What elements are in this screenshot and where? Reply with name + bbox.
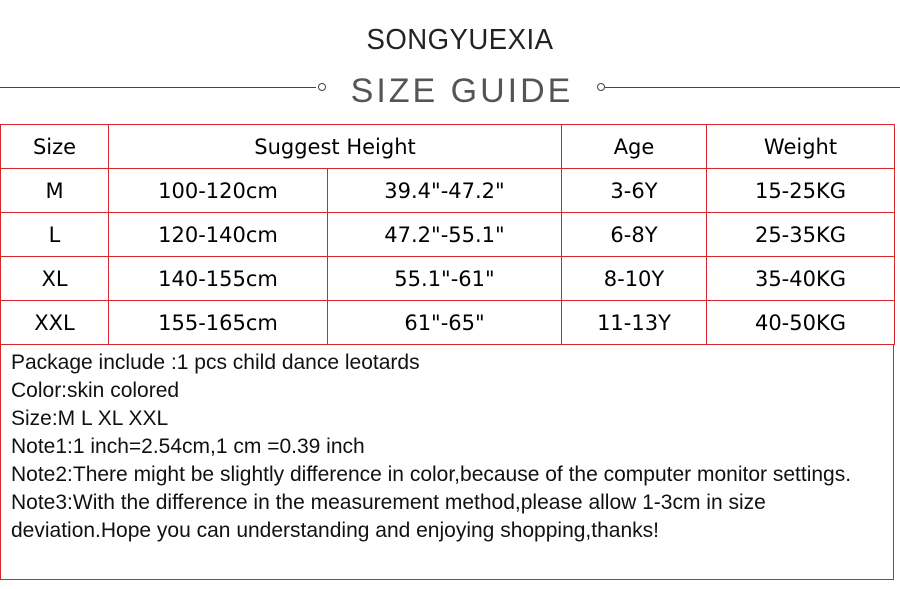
table-header-row — [1, 125, 895, 169]
right-divider-line — [605, 87, 900, 88]
header-suggest-height: Suggest Height — [109, 125, 562, 169]
size-guide-heading — [0, 72, 900, 112]
cell-size: M — [1, 169, 109, 213]
note-conversion: Note1:1 inch=2.54cm,1 cm =0.39 inch — [11, 435, 365, 458]
size-guide-title: SIZE GUIDE — [350, 72, 574, 110]
table-row — [1, 257, 895, 301]
cell-height-inch: 39.4"-47.2" — [328, 169, 562, 213]
header-age: Age — [562, 125, 707, 169]
cell-weight: 35-40KG — [707, 257, 895, 301]
left-divider-dot-icon — [318, 83, 326, 91]
cell-height-inch: 61"-65" — [328, 301, 562, 345]
size-table — [0, 124, 895, 345]
cell-weight: 25-35KG — [707, 213, 895, 257]
right-divider-dot-icon — [597, 83, 605, 91]
cell-height-cm: 140-155cm — [109, 257, 328, 301]
cell-age: 3-6Y — [562, 169, 707, 213]
note-measurement: Note3:With the difference in the measurement method,please allow 1-3cm in size deviation.Hope you can understanding and enjoying shopping,thanks! — [11, 491, 766, 542]
brand-name: SONGYUEXIA — [366, 24, 554, 56]
table-row — [1, 213, 895, 257]
cell-height-cm: 155-165cm — [109, 301, 328, 345]
cell-size: XXL — [1, 301, 109, 345]
header-size: Size — [1, 125, 109, 169]
note-color-difference: Note2:There might be slightly difference in color,because of the computer monitor settings. — [11, 463, 852, 486]
cell-age: 6-8Y — [562, 213, 707, 257]
cell-size: L — [1, 213, 109, 257]
note-color: Color:skin colored — [11, 379, 180, 402]
left-divider-line — [0, 87, 316, 88]
note-sizes: Size:M L XL XXL — [11, 407, 169, 430]
cell-height-cm: 120-140cm — [109, 213, 328, 257]
cell-age: 8-10Y — [562, 257, 707, 301]
note-package: Package include :1 pcs child dance leotards — [11, 351, 420, 374]
header-weight: Weight — [707, 125, 895, 169]
table-row — [1, 301, 895, 345]
cell-height-inch: 47.2"-55.1" — [328, 213, 562, 257]
cell-height-inch: 55.1"-61" — [328, 257, 562, 301]
cell-age: 11-13Y — [562, 301, 707, 345]
product-notes — [0, 345, 894, 580]
cell-weight: 40-50KG — [707, 301, 895, 345]
table-row — [1, 169, 895, 213]
cell-weight: 15-25KG — [707, 169, 895, 213]
cell-size: XL — [1, 257, 109, 301]
cell-height-cm: 100-120cm — [109, 169, 328, 213]
